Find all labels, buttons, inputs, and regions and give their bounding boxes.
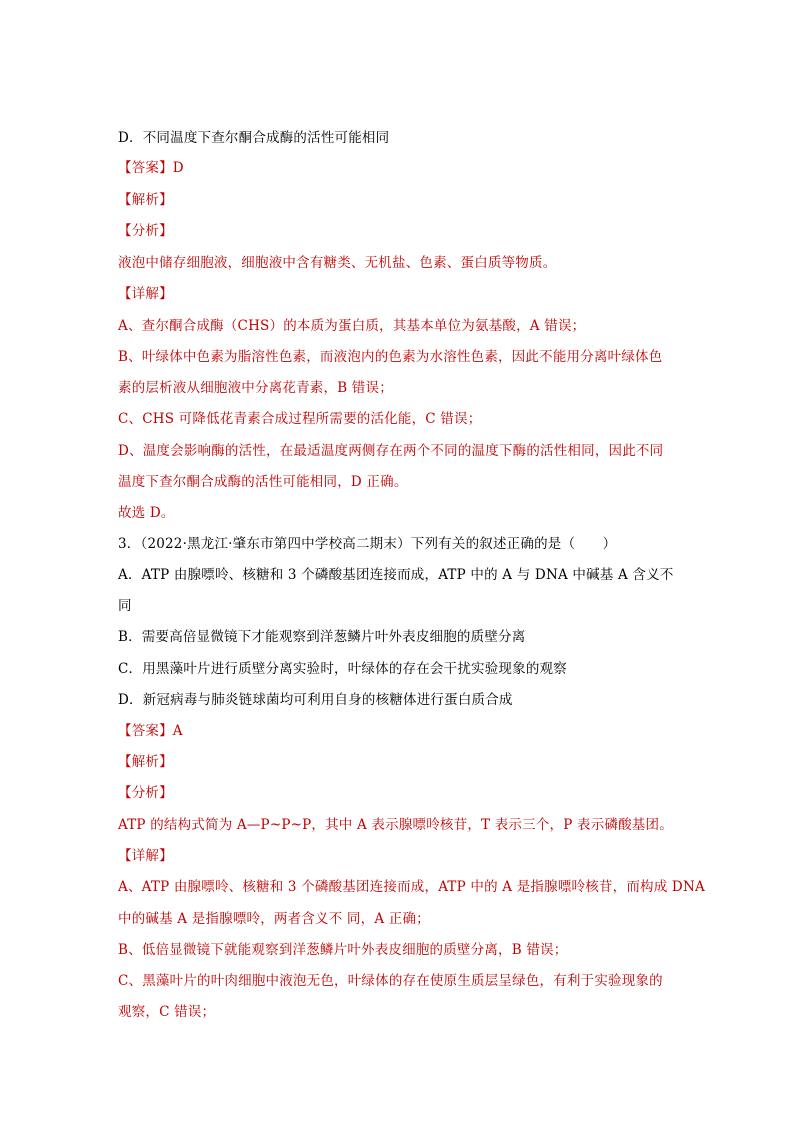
q2-xiangjie-heading: 【详解】 [118,286,173,302]
q2-detail-a: A、查尔酮合成酶（CHS）的本质为蛋白质，其基本单位为氨基酸，A 错误； [118,318,586,334]
q2-option-d: D．不同温度下查尔酮合成酶的活性可能相同 [118,130,390,146]
q3-option-b: B．需要高倍显微镜下才能观察到洋葱鳞片叶外表皮细胞的质壁分离 [118,629,526,645]
q3-jiexi-heading: 【解析】 [118,754,173,770]
q2-detail-d-line1: D、温度会影响酶的活性，在最适温度两侧存在两个不同的温度下酶的活性相同，因此不同 [118,443,664,459]
q3-option-a-line2: 同 [118,598,132,614]
q2-jiexi-heading: 【解析】 [118,192,173,208]
q2-answer: 【答案】D [118,160,184,176]
q3-detail-a-line2: 中的碱基 A 是指腺嘌呤，两者含义不 同，A 正确； [118,911,430,927]
q3-option-d: D．新冠病毒与肺炎链球菌均可利用自身的核糖体进行蛋白质合成 [118,692,513,708]
q2-detail-b-line2: 素的层析液从细胞液中分离花青素，B 错误； [118,380,393,396]
q3-stem: 3．（2022·黑龙江·肇东市第四中学校高二期末）下列有关的叙述正确的是（ ） [118,536,617,552]
q3-detail-b: B、低倍显微镜下就能观察到洋葱鳞片叶外表皮细胞的质壁分离，B 错误； [118,942,568,958]
q2-conclusion: 故选 D。 [118,505,175,521]
q3-xiangjie-heading: 【详解】 [118,848,173,864]
q3-detail-c-line1: C、黑藻叶片的叶肉细胞中液泡无色，叶绿体的存在使原生质层呈绿色，有利于实验现象的 [118,973,663,989]
q3-fenxi-heading: 【分析】 [118,785,173,801]
q3-fenxi-text: ATP 的结构式简为 A—P~P~P，其中 A 表示腺嘌呤核苷，T 表示三个，P 表示磷酸基团。 [118,817,673,833]
q3-option-a-line1: A．ATP 由腺嘌呤、核糖和 3 个磷酸基团连接而成，ATP 中的 A 与 DNA 中碱基 A 含义不 [118,567,674,583]
q2-detail-c: C、CHS 可降低花青素合成过程所需要的活化能，C 错误； [118,411,482,427]
q2-detail-d-line2: 温度下查尔酮合成酶的活性可能相同，D 正确。 [118,474,408,490]
q2-fenxi-text: 液泡中储存细胞液，细胞液中含有糖类、无机盐、色素、蛋白质等物质。 [118,255,557,271]
q3-detail-a-line1: A、ATP 由腺嘌呤、核糖和 3 个磷酸基团连接而成，ATP 中的 A 是指腺嘌呤核苷，而构成 DNA [118,879,705,895]
q2-fenxi-heading: 【分析】 [118,223,173,239]
q2-detail-b-line1: B、叶绿体中色素为脂溶性色素，而液泡内的色素为水溶性色素，因此不能用分离叶绿体色 [118,349,663,365]
q3-detail-c-line2: 观察，C 错误； [118,1004,216,1020]
q3-answer: 【答案】A [118,723,183,739]
q3-option-c: C．用黑藻叶片进行质壁分离实验时，叶绿体的存在会干扰实验现象的观察 [118,661,567,677]
